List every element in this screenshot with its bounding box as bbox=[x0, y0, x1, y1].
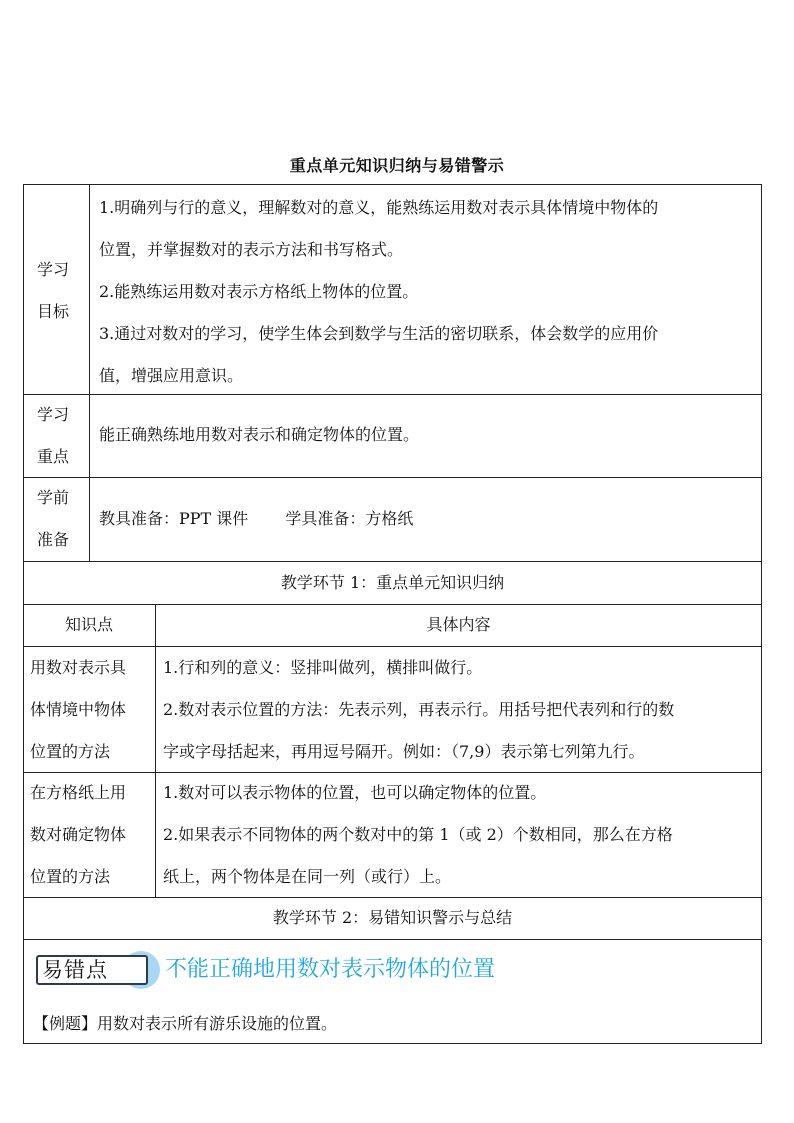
header-content: 具体内容 bbox=[426, 615, 491, 634]
goals-line: 位置，并掌握数对的表示方法和书写格式。 bbox=[99, 240, 404, 259]
knowledge-point-2: 在方格纸上用 数对确定物体 位置的方法 bbox=[30, 783, 127, 886]
header-knowledge-point: 知识点 bbox=[64, 615, 113, 634]
goals-line: 2.能熟练运用数对表示方格纸上物体的位置。 bbox=[99, 282, 419, 301]
focus-label: 学习 重点 bbox=[37, 405, 70, 466]
goals-line: 1.明确列与行的意义，理解数对的意义，能熟练运用数对表示具体情境中物体的 bbox=[99, 198, 659, 217]
focus-content: 能正确熟练地用数对表示和确定物体的位置。 bbox=[99, 425, 420, 444]
row-divider bbox=[23, 939, 762, 940]
goals-label: 学习 目标 bbox=[37, 260, 70, 321]
prep-label: 学前 准备 bbox=[37, 488, 70, 549]
column-divider bbox=[155, 604, 156, 897]
section1-title: 教学环节 1：重点单元知识归纳 bbox=[280, 573, 505, 592]
error-point-badge: 易错点 bbox=[36, 955, 148, 985]
row-divider bbox=[23, 477, 762, 478]
section2-title: 教学环节 2：易错知识警示与总结 bbox=[272, 908, 513, 927]
example-text: 【例题】用数对表示所有游乐设施的位置。 bbox=[33, 1014, 338, 1033]
prep-content: 教具准备：PPT 课件 学具准备：方格纸 bbox=[99, 509, 414, 528]
page-title: 重点单元知识归纳与易错警示 bbox=[289, 156, 505, 175]
content-2: 1.数对可以表示物体的位置，也可以确定物体的位置。 2.如果表示不同物体的两个数对中的第 1（或 2）个数相同，那么在方格 纸上，两个物体是在同一列（或行）上。 bbox=[163, 783, 673, 886]
goals-content bbox=[99, 187, 759, 397]
error-point-title: 不能正确地用数对表示物体的位置 bbox=[165, 957, 496, 982]
goals-line: 值，增强应用意识。 bbox=[99, 366, 244, 385]
column-divider bbox=[89, 184, 90, 561]
content-1: 1.行和列的意义：竖排叫做列，横排叫做行。 2.数对表示位置的方法：先表示列，再表示行。用括号把代表列和行的数 字或字母括起来，再用逗号隔开。例如：（7,9）表示第七列第九行。 bbox=[163, 658, 675, 761]
knowledge-point-1: 用数对表示具 体情境中物体 位置的方法 bbox=[30, 658, 127, 761]
goals-line: 3.通过对数对的学习，使学生体会到数学与生活的密切联系，体会数学的应用价 bbox=[99, 324, 659, 343]
